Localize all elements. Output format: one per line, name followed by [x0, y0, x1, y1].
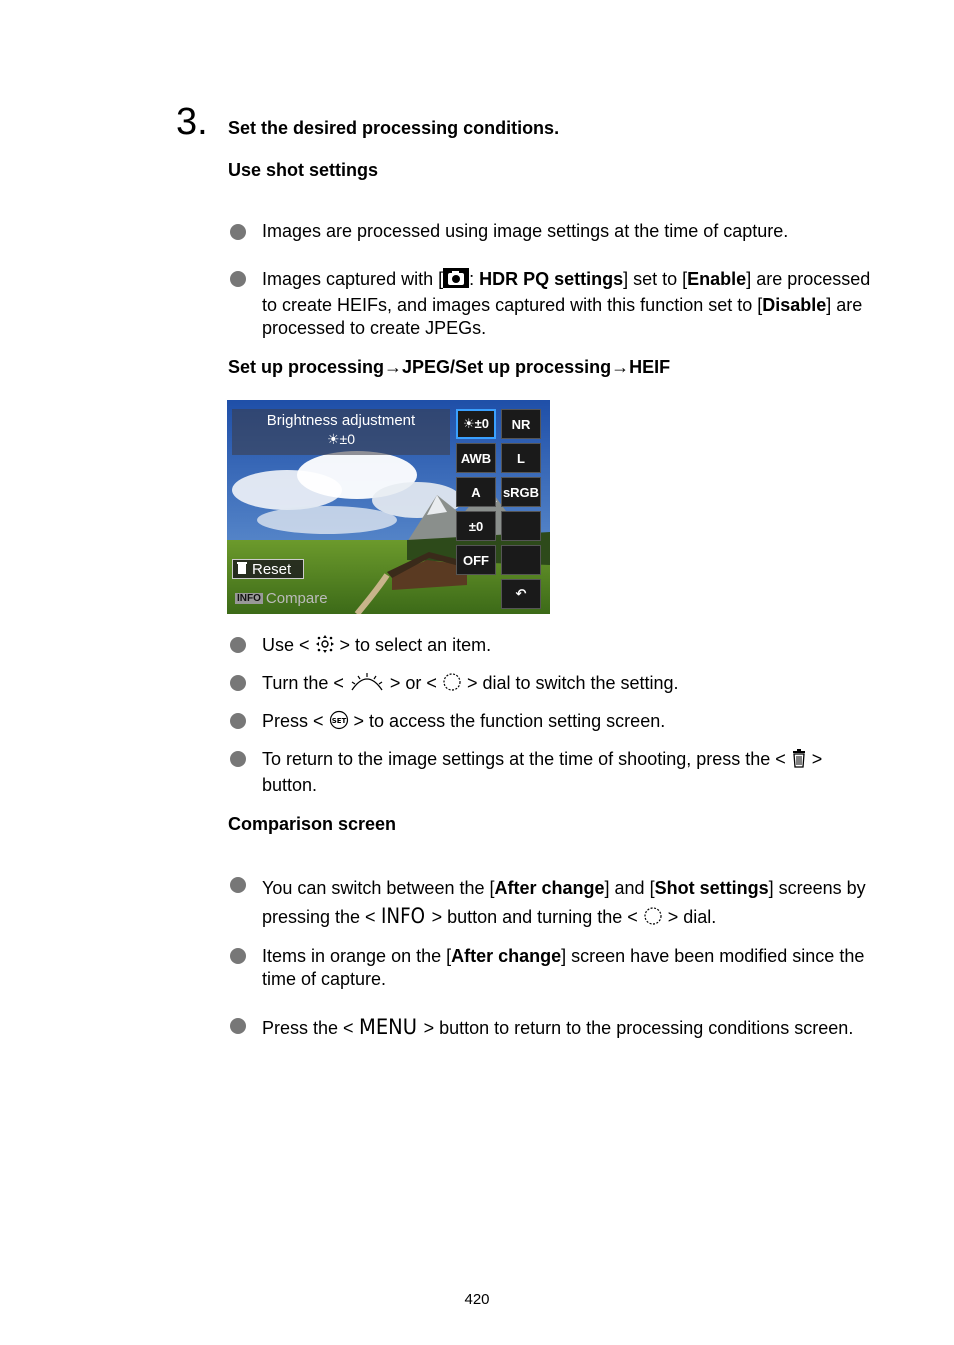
heading-comparison-screen: Comparison screen — [228, 814, 397, 834]
step-number: 3. — [176, 101, 208, 143]
reset-label: Reset — [252, 560, 292, 578]
info-tag: INFO — [237, 592, 261, 604]
main-dial-icon — [349, 672, 385, 698]
trash-icon — [236, 561, 248, 578]
quick-control-dial-icon — [442, 672, 462, 698]
bullet-icon — [230, 751, 246, 767]
paragraph-setup-1: Use < > to select an item. — [262, 634, 872, 660]
tile-brightness[interactable]: ☀±0 — [456, 409, 496, 439]
tile-white-balance[interactable]: AWB — [456, 443, 496, 473]
paragraph-setup-2: Turn the < > or < > dial to switch the setting. — [262, 672, 872, 698]
svg-text:MENU: MENU — [358, 1015, 417, 1037]
bullet-icon — [230, 675, 246, 691]
paragraph-comparison-3: Press the < MENU > button to return to the processing conditions screen. — [262, 1015, 872, 1043]
info-button-icon — [381, 904, 427, 935]
paragraph-comparison-2: Items in orange on the [After change] screen have been modified since the time of capture. — [262, 946, 865, 989]
panel-title: Brightness adjustment — [266, 412, 416, 429]
paragraph-use-shot-1: Images are processed using image settings at the time of capture. — [262, 221, 789, 241]
bullet-icon — [230, 637, 246, 653]
trash-icon — [791, 748, 807, 774]
set-button-icon — [329, 710, 349, 736]
tile-lens-correction[interactable] — [501, 511, 541, 541]
multi-controller-icon — [315, 634, 335, 660]
menu-button-icon — [359, 1015, 419, 1043]
heading-set-up-processing: Set up processing→JPEG/Set up processing→HEIF — [228, 357, 671, 377]
compare-label: Compare — [265, 589, 328, 607]
tile-contrast[interactable]: ±0 — [456, 511, 496, 541]
panel-value: ☀±0 — [326, 431, 356, 447]
bullet-icon — [230, 948, 246, 964]
bullet-icon — [230, 1018, 246, 1034]
paragraph-setup-4: To return to the image settings at the time of shooting, press the < > button. — [262, 749, 823, 795]
tile-color-space[interactable]: sRGB — [501, 477, 541, 507]
reset-button[interactable] — [232, 559, 304, 579]
camera-screen-image — [227, 400, 550, 614]
paragraph-setup-3: Press < SET > to access the function setting screen. — [262, 710, 872, 736]
tile-noise-reduction[interactable]: NR — [501, 409, 541, 439]
paragraph-use-shot-2: Images captured with [ : HDR PQ settings] set to [Enable] are processed to create HEIFs, and images captured with this function set to [Disable] are processed to create JPEGs. — [262, 269, 871, 338]
quick-control-dial-icon — [643, 906, 663, 935]
tile-image-quality[interactable]: L — [501, 443, 541, 473]
bullet-icon — [230, 877, 246, 893]
compare-button[interactable] — [232, 588, 332, 608]
tile-picture-style[interactable]: A — [456, 477, 496, 507]
tile-export[interactable] — [501, 545, 541, 575]
paragraph-comparison-1: You can switch between the [After change] and [Shot settings] screens by pressing the < INFO > button and turning the < > dial. — [262, 874, 872, 935]
brightness-adjustment-panel — [232, 409, 450, 455]
heading-use-shot-settings: Use shot settings — [228, 160, 379, 180]
step-title: Set the desired processing conditions. — [228, 118, 560, 138]
bullet-icon — [230, 224, 246, 240]
tile-back[interactable]: ↶ — [501, 579, 541, 609]
page-number: 420 — [464, 1291, 490, 1308]
tile-auto-lighting-optimizer[interactable]: OFF — [456, 545, 496, 575]
camera-icon — [443, 268, 469, 294]
bullet-icon — [230, 271, 246, 287]
svg-text:INFO: INFO — [380, 904, 425, 926]
svg-text:SET: SET — [331, 717, 346, 725]
bullet-icon — [230, 713, 246, 729]
